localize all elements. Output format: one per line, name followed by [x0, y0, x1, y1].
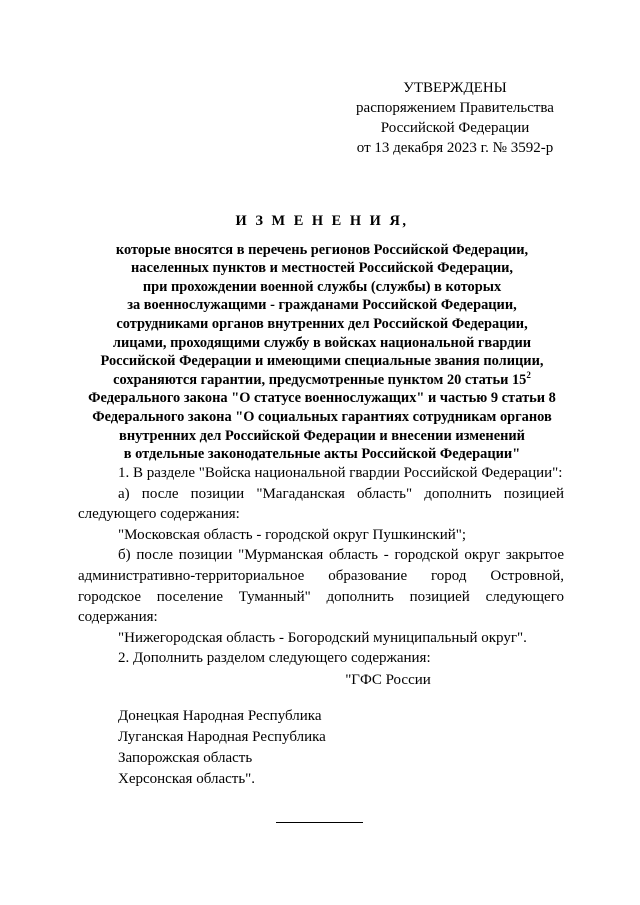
approval-title: УТВЕРЖДЕНЫ — [403, 80, 507, 96]
title-line: Российской Федерации и имеющими специальные звания полиции, — [100, 353, 544, 370]
paragraph-1b: б) после позиции "Мурманская область - городской округ закрытое административно-территориальное образование город Островной, городское поселение Туманный" дополнить позицией следующего содержания: — [78, 547, 564, 626]
title-line: населенных пунктов и местностей Российской Федерации, — [130, 260, 514, 277]
document-title — [72, 212, 572, 464]
document-body — [78, 463, 564, 669]
title-line: лицами, проходящими службу в войсках национальной гвардии — [112, 334, 532, 351]
paragraph-2: 2. Дополнить разделом следующего содержания: — [118, 650, 431, 667]
paragraph-1b-position: "Нижегородская область - Богородский муниципальный округ". — [118, 629, 527, 646]
approval-country: Российской Федерации — [380, 120, 530, 136]
title-heading: И З М Е Н Е Н И Я, — [235, 213, 409, 229]
title-line: за военнослужащими - гражданами Российской Федерации, — [127, 297, 517, 314]
title-line — [72, 371, 572, 390]
title-line: при прохождении военной службы (службы) в которых — [142, 278, 502, 295]
title-line: в отдельные законодательные акты Российской Федерации" — [123, 446, 521, 463]
paragraph-1a-position: "Московская область - городской округ Пушкинский"; — [118, 526, 467, 543]
title-line: Федерального закона "О статусе военнослужащих" и частью 9 статьи 8 — [88, 390, 556, 407]
region-item: Запорожская область — [118, 750, 253, 766]
section-heading: "ГФС России — [345, 672, 431, 688]
end-divider — [276, 822, 363, 823]
paragraph-1: 1. В разделе "Войска национальной гвардии Российской Федерации": — [118, 465, 563, 481]
new-section — [118, 670, 558, 790]
title-line: внутренних дел Российской Федерации и внесении изменений — [119, 427, 525, 444]
approval-stamp — [330, 78, 580, 158]
title-line: которые вносятся в перечень регионов Российской Федерации, — [115, 241, 529, 258]
title-line: сотрудниками органов внутренних дел Российской Федерации, — [116, 315, 528, 332]
region-item: Донецкая Народная Республика — [118, 708, 322, 724]
title-line: Федерального закона "О социальных гарантиях сотрудникам органов — [92, 408, 552, 425]
article-superscript: 2 — [526, 369, 531, 380]
region-item: Луганская Народная Республика — [118, 729, 326, 745]
approval-authority: распоряжением Правительства — [356, 100, 554, 116]
approval-date: от 13 декабря 2023 г. № 3592-р — [356, 140, 554, 156]
paragraph-1a: а) после позиции "Магаданская область" дополнить позицией следующего содержания: — [78, 485, 564, 523]
title-line-text: сохраняются гарантии, предусмотренные пунктом 20 статьи 15 — [113, 371, 527, 388]
region-item: Херсонская область". — [118, 771, 256, 787]
